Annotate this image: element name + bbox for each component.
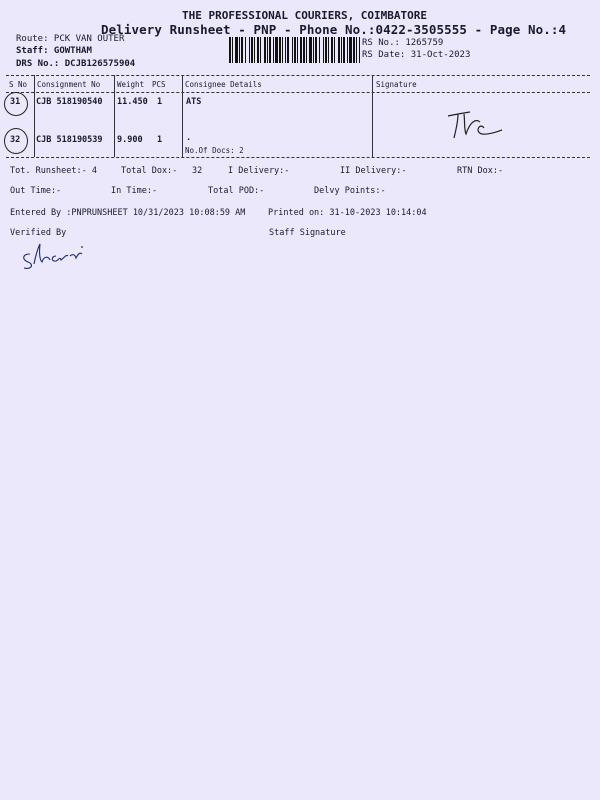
row-consignee: ATS	[186, 97, 202, 107]
row-pcs: 1	[157, 135, 163, 145]
col-header-consignment: Consignment No	[37, 80, 101, 89]
out-time: Out Time:-	[10, 186, 62, 196]
col-header-signature: Signature	[376, 80, 417, 89]
total-dox-value: 32	[192, 166, 203, 176]
col-header-consignee: Consignee Details	[185, 80, 262, 89]
tot-runsheet: Tot. Runsheet:- 4	[10, 166, 97, 176]
handwritten-verifier-signature	[20, 240, 86, 270]
barcode	[229, 37, 360, 63]
total-dox-label: Total Dox:-	[121, 166, 178, 176]
row-sno: 32	[10, 135, 21, 145]
col-header-sno: S No	[9, 80, 28, 89]
company-name: THE PROFESSIONAL COURIERS, COIMBATORE	[182, 9, 428, 22]
route-label: Route: PCK VAN OUTER	[16, 34, 125, 44]
row-consignment: CJB 518190539	[36, 135, 103, 145]
delvy-points: Delvy Points:-	[314, 186, 386, 196]
col-header-weight: Weight	[117, 80, 145, 89]
col-divider	[182, 75, 183, 157]
col-divider	[114, 75, 115, 157]
table-bottom-rule	[6, 157, 590, 158]
ii-delivery: II Delivery:-	[340, 166, 407, 176]
col-header-pcs: PCS	[152, 80, 166, 89]
entered-by: Entered By :PNPRUNSHEET 10/31/2023 10:08:59 AM	[10, 208, 246, 218]
i-delivery: I Delivery:-	[228, 166, 290, 176]
col-divider	[372, 75, 373, 157]
drs-number: DRS No.: DCJB126575904	[16, 59, 136, 69]
printed-on: Printed on: 31-10-2023 10:14:04	[268, 208, 427, 218]
row-pcs: 1	[157, 97, 163, 107]
staff-label: Staff: GOWTHAM	[16, 46, 92, 56]
staff-signature: Staff Signature	[269, 228, 346, 238]
table-header-rule	[6, 92, 590, 93]
col-divider	[34, 75, 35, 157]
rs-number: RS No.: 1265759	[362, 38, 444, 48]
row-consignee: .	[186, 133, 192, 143]
row-consignment: CJB 518190540	[36, 97, 103, 107]
verified-by: Verified By	[10, 228, 67, 238]
row-doc-count: No.Of Docs: 2	[185, 146, 244, 155]
row-weight: 9.900	[117, 135, 143, 145]
rtn-dox: RTN Dox:-	[457, 166, 504, 176]
row-sno: 31	[10, 97, 21, 107]
runsheet-title: Delivery Runsheet - PNP - Phone No.:0422-3505555 - Page No.:4	[101, 22, 567, 37]
total-pod: Total POD:-	[208, 186, 265, 196]
in-time: In Time:-	[111, 186, 158, 196]
rs-date: RS Date: 31-Oct-2023	[362, 50, 471, 60]
row-weight: 11.450	[117, 97, 148, 107]
table-top-rule	[6, 75, 590, 76]
handwritten-signature	[446, 108, 506, 142]
